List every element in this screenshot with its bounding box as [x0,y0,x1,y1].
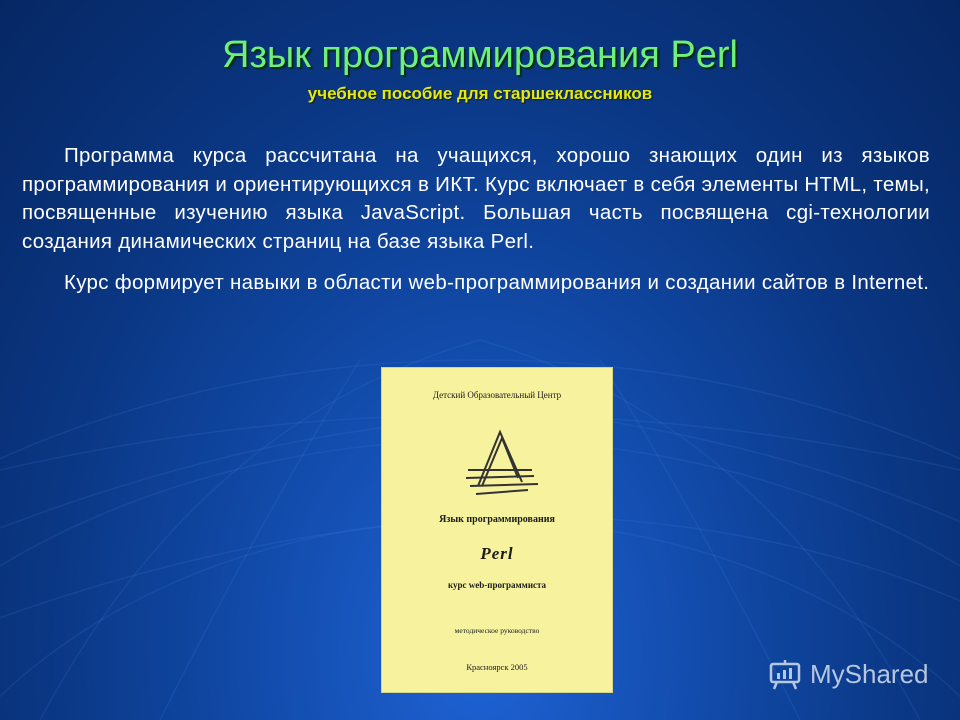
book-logo-icon [458,426,542,498]
watermark-text: MyShared [810,659,929,689]
body-paragraph: Программа курса рассчитана на учащихся, хорошо знающих один из языков программирования и ориентирующихся в ИКТ. Курс включает в себя элементы HTML, темы, посвященные изучению языка JavaScript. Большая часть посвящена cgi-технологии создания динамических страниц на базе языка Perl. [22,144,930,253]
watermark [768,656,946,692]
slide-body [22,142,930,311]
book-cover-image [382,368,612,692]
book-title: Язык программирования [439,514,555,525]
slide-subtitle: учебное пособие для старшеклассников [307,84,653,103]
book-subtitle: курс web-программиста [447,580,547,590]
body-paragraph: Курс формирует навыки в области web-программирования и создании сайтов в Internet. [64,271,930,294]
book-city-year: Красноярск 2005 [466,662,528,672]
book-organization: Детский Образовательный Центр [432,390,562,400]
book-note: методическое руководство [454,626,540,635]
slide-title: Язык программирования Perl [222,34,738,76]
presentation-board-icon [768,658,802,690]
book-name: Perl [480,544,514,563]
